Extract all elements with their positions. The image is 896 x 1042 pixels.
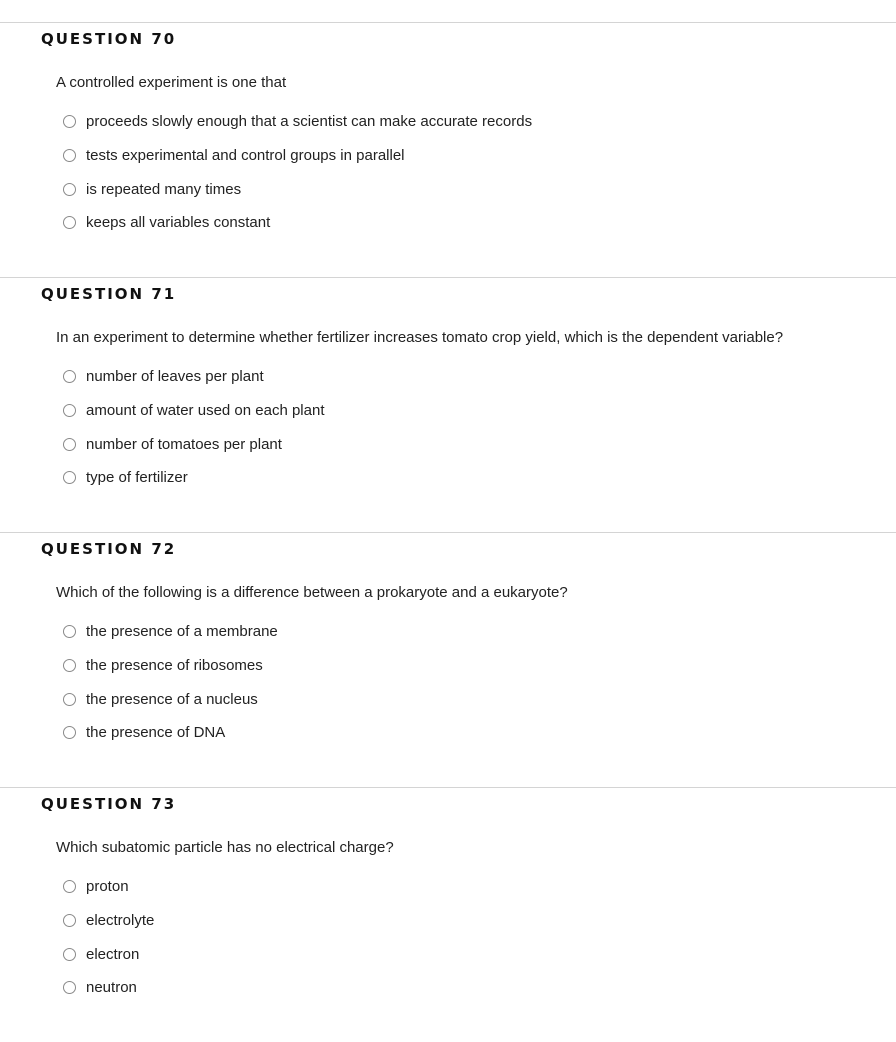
answer-label[interactable]: amount of water used on each plant [86,402,325,420]
answer-option[interactable] [63,105,532,139]
radio-button[interactable] [63,183,76,196]
question-block-71 [0,277,896,532]
question-title: QUESTION 72 [41,540,177,558]
radio-button[interactable] [63,625,76,638]
radio-button[interactable] [63,948,76,961]
answer-option[interactable] [63,937,154,971]
answer-option[interactable] [63,461,325,495]
answer-label[interactable]: keeps all variables constant [86,214,271,232]
radio-button[interactable] [63,659,76,672]
answer-options [63,105,532,240]
answer-label[interactable]: tests experimental and control groups in parallel [86,147,405,165]
answer-option[interactable] [63,682,278,716]
answer-option[interactable] [63,172,532,206]
question-text: Which of the following is a difference between a prokaryote and a eukaryote? [56,584,568,601]
answer-label[interactable]: the presence of DNA [86,724,226,742]
answer-option[interactable] [63,649,278,683]
answer-label[interactable]: the presence of a membrane [86,623,278,641]
answer-label[interactable]: electron [86,945,140,963]
radio-button[interactable] [63,370,76,383]
question-text: In an experiment to determine whether fertilizer increases tomato crop yield, which is the dependent variable? [56,329,784,346]
answer-option[interactable] [63,870,154,904]
radio-button[interactable] [63,149,76,162]
question-block-70 [0,22,896,277]
answer-option[interactable] [63,971,154,1005]
radio-button[interactable] [63,471,76,484]
question-title: QUESTION 73 [41,795,177,813]
answer-option[interactable] [63,716,278,750]
answer-option[interactable] [63,427,325,461]
radio-button[interactable] [63,404,76,417]
question-text: Which subatomic particle has no electrical charge? [56,839,394,856]
radio-button[interactable] [63,438,76,451]
radio-button[interactable] [63,981,76,994]
answer-label[interactable]: neutron [86,979,137,997]
answer-label[interactable]: electrolyte [86,912,155,930]
answer-option[interactable] [63,139,532,173]
question-block-72 [0,532,896,787]
answer-option[interactable] [63,360,325,394]
answer-label[interactable]: proceeds slowly enough that a scientist can make accurate records [86,113,533,131]
answer-label[interactable]: the presence of a nucleus [86,690,258,708]
question-title: QUESTION 71 [41,285,177,303]
answer-options [63,360,325,495]
question-title: QUESTION 70 [41,30,177,48]
radio-button[interactable] [63,726,76,739]
answer-label[interactable]: proton [86,878,129,896]
question-text: A controlled experiment is one that [56,74,287,91]
radio-button[interactable] [63,693,76,706]
answer-options [63,615,278,750]
answer-options [63,870,154,1005]
answer-option[interactable] [63,615,278,649]
radio-button[interactable] [63,115,76,128]
radio-button[interactable] [63,914,76,927]
answer-option[interactable] [63,206,532,240]
answer-label[interactable]: type of fertilizer [86,469,188,487]
answer-label[interactable]: is repeated many times [86,180,242,198]
question-block-73 [0,787,896,1042]
radio-button[interactable] [63,880,76,893]
answer-label[interactable]: number of leaves per plant [86,368,264,386]
radio-button[interactable] [63,216,76,229]
answer-option[interactable] [63,394,325,428]
answer-label[interactable]: number of tomatoes per plant [86,435,282,453]
answer-option[interactable] [63,904,154,938]
answer-label[interactable]: the presence of ribosomes [86,657,263,675]
